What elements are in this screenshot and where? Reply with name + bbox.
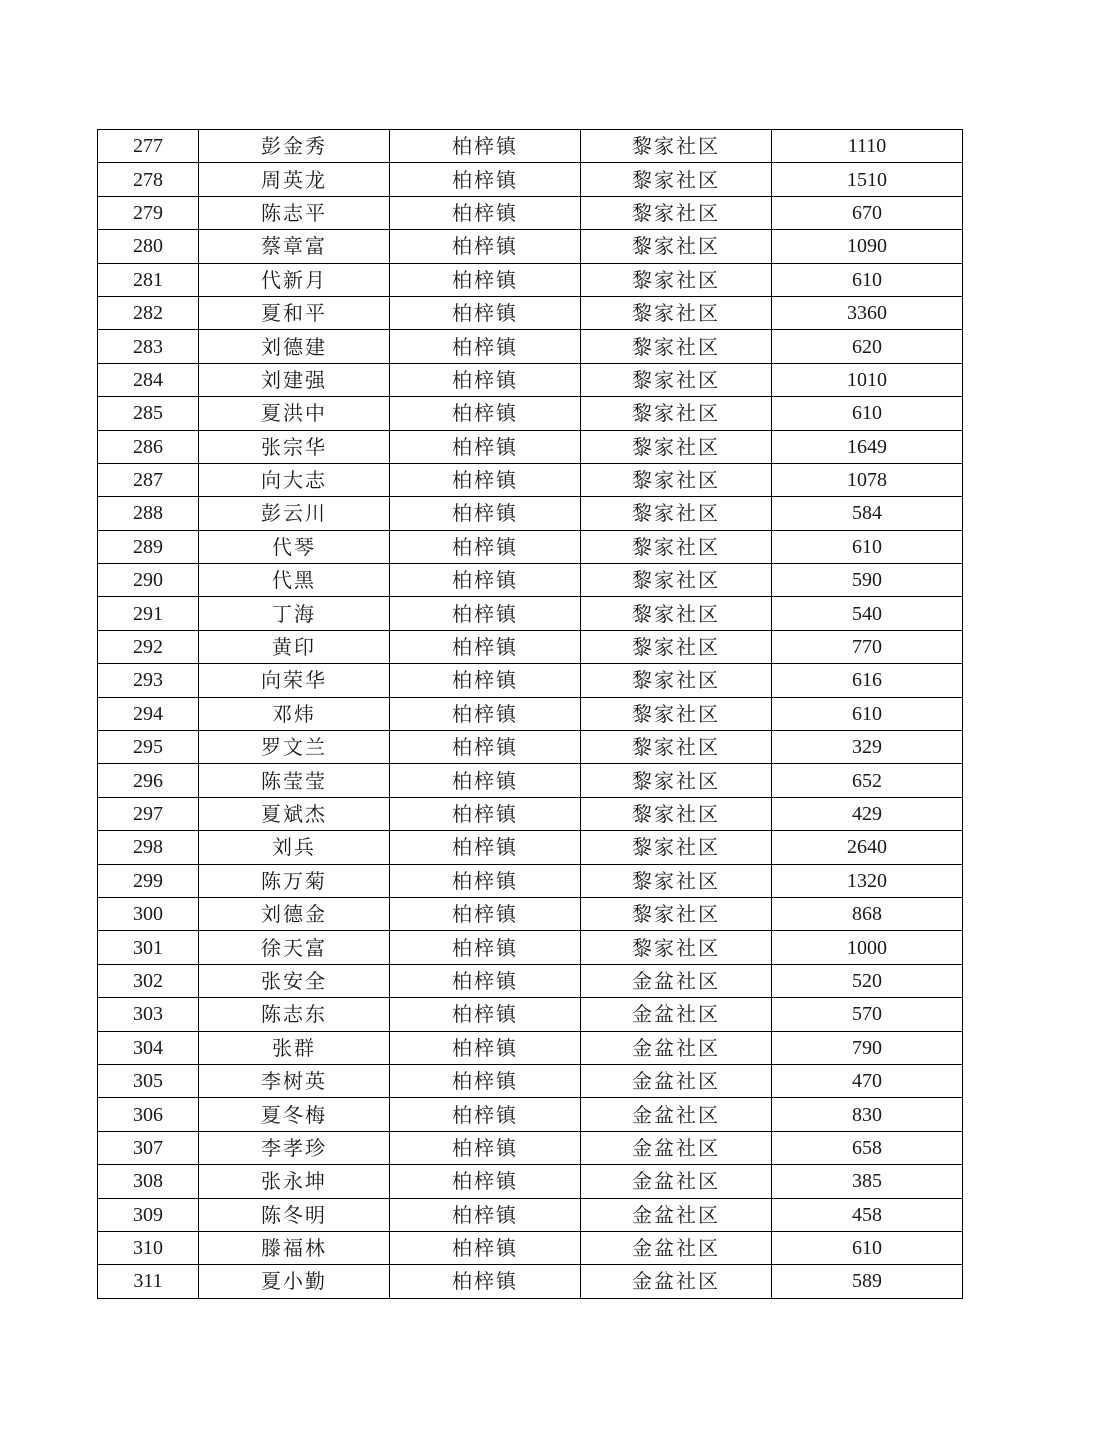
table-row: [98, 564, 963, 597]
data-table: [97, 129, 963, 1299]
cell-name: 徐天富: [199, 931, 390, 964]
cell-amount: 429: [772, 797, 963, 830]
cell-index: 292: [98, 630, 199, 663]
cell-town: 柏梓镇: [390, 196, 581, 229]
cell-community: 金盆社区: [581, 1064, 772, 1097]
cell-name: 刘德金: [199, 897, 390, 930]
table-row: [98, 797, 963, 830]
cell-name: 陈冬明: [199, 1198, 390, 1231]
cell-town: 柏梓镇: [390, 230, 581, 263]
cell-community: 黎家社区: [581, 597, 772, 630]
cell-amount: 610: [772, 530, 963, 563]
cell-name: 刘建强: [199, 363, 390, 396]
cell-amount: 570: [772, 998, 963, 1031]
cell-name: 丁海: [199, 597, 390, 630]
cell-index: 279: [98, 196, 199, 229]
cell-town: 柏梓镇: [390, 697, 581, 730]
cell-name: 夏斌杰: [199, 797, 390, 830]
table-body: [98, 130, 963, 1299]
cell-community: 黎家社区: [581, 463, 772, 496]
cell-town: 柏梓镇: [390, 530, 581, 563]
cell-name: 滕福林: [199, 1231, 390, 1264]
cell-index: 304: [98, 1031, 199, 1064]
cell-town: 柏梓镇: [390, 1265, 581, 1298]
cell-index: 287: [98, 463, 199, 496]
table-row: [98, 130, 963, 163]
cell-amount: 658: [772, 1131, 963, 1164]
cell-town: 柏梓镇: [390, 430, 581, 463]
cell-town: 柏梓镇: [390, 397, 581, 430]
cell-name: 张宗华: [199, 430, 390, 463]
cell-community: 黎家社区: [581, 630, 772, 663]
cell-community: 黎家社区: [581, 864, 772, 897]
cell-town: 柏梓镇: [390, 1031, 581, 1064]
cell-name: 刘兵: [199, 831, 390, 864]
table-row: [98, 397, 963, 430]
cell-town: 柏梓镇: [390, 664, 581, 697]
table-row: [98, 597, 963, 630]
table-row: [98, 263, 963, 296]
cell-index: 288: [98, 497, 199, 530]
cell-community: 黎家社区: [581, 931, 772, 964]
cell-community: 黎家社区: [581, 397, 772, 430]
cell-index: 300: [98, 897, 199, 930]
cell-community: 黎家社区: [581, 764, 772, 797]
cell-index: 296: [98, 764, 199, 797]
cell-index: 306: [98, 1098, 199, 1131]
cell-index: 290: [98, 564, 199, 597]
cell-amount: 540: [772, 597, 963, 630]
cell-index: 308: [98, 1165, 199, 1198]
cell-index: 282: [98, 296, 199, 329]
cell-amount: 1000: [772, 931, 963, 964]
table-row: [98, 1198, 963, 1231]
cell-index: 307: [98, 1131, 199, 1164]
cell-amount: 620: [772, 330, 963, 363]
cell-community: 金盆社区: [581, 1031, 772, 1064]
table-row: [98, 697, 963, 730]
cell-community: 黎家社区: [581, 230, 772, 263]
cell-amount: 329: [772, 731, 963, 764]
table-row: [98, 897, 963, 930]
cell-community: 黎家社区: [581, 430, 772, 463]
cell-community: 黎家社区: [581, 196, 772, 229]
cell-name: 张安全: [199, 964, 390, 997]
table-row: [98, 1031, 963, 1064]
cell-amount: 470: [772, 1064, 963, 1097]
cell-community: 金盆社区: [581, 998, 772, 1031]
cell-name: 蔡章富: [199, 230, 390, 263]
cell-town: 柏梓镇: [390, 630, 581, 663]
cell-amount: 610: [772, 1231, 963, 1264]
cell-index: 289: [98, 530, 199, 563]
cell-index: 285: [98, 397, 199, 430]
table-row: [98, 964, 963, 997]
cell-index: 311: [98, 1265, 199, 1298]
cell-name: 彭金秀: [199, 130, 390, 163]
cell-community: 金盆社区: [581, 1131, 772, 1164]
cell-town: 柏梓镇: [390, 130, 581, 163]
cell-name: 罗文兰: [199, 731, 390, 764]
cell-name: 彭云川: [199, 497, 390, 530]
cell-amount: 610: [772, 697, 963, 730]
cell-community: 金盆社区: [581, 1231, 772, 1264]
cell-index: 280: [98, 230, 199, 263]
cell-community: 金盆社区: [581, 1165, 772, 1198]
cell-amount: 790: [772, 1031, 963, 1064]
cell-name: 周英龙: [199, 163, 390, 196]
cell-town: 柏梓镇: [390, 497, 581, 530]
table-row: [98, 664, 963, 697]
cell-name: 陈志平: [199, 196, 390, 229]
cell-index: 309: [98, 1198, 199, 1231]
cell-community: 黎家社区: [581, 130, 772, 163]
cell-community: 黎家社区: [581, 831, 772, 864]
cell-amount: 868: [772, 897, 963, 930]
table-row: [98, 230, 963, 263]
cell-community: 黎家社区: [581, 797, 772, 830]
cell-index: 297: [98, 797, 199, 830]
cell-amount: 3360: [772, 296, 963, 329]
cell-town: 柏梓镇: [390, 1165, 581, 1198]
cell-community: 黎家社区: [581, 664, 772, 697]
table-row: [98, 1265, 963, 1298]
table-row: [98, 931, 963, 964]
cell-community: 黎家社区: [581, 564, 772, 597]
cell-community: 黎家社区: [581, 163, 772, 196]
cell-town: 柏梓镇: [390, 330, 581, 363]
cell-town: 柏梓镇: [390, 831, 581, 864]
cell-name: 黄印: [199, 630, 390, 663]
cell-community: 金盆社区: [581, 1098, 772, 1131]
cell-index: 286: [98, 430, 199, 463]
cell-name: 李孝珍: [199, 1131, 390, 1164]
table-row: [98, 163, 963, 196]
cell-town: 柏梓镇: [390, 1231, 581, 1264]
cell-index: 303: [98, 998, 199, 1031]
cell-index: 284: [98, 363, 199, 396]
cell-town: 柏梓镇: [390, 764, 581, 797]
cell-town: 柏梓镇: [390, 1064, 581, 1097]
cell-name: 代新月: [199, 263, 390, 296]
cell-name: 夏冬梅: [199, 1098, 390, 1131]
cell-amount: 589: [772, 1265, 963, 1298]
table-row: [98, 764, 963, 797]
cell-amount: 652: [772, 764, 963, 797]
table-row: [98, 1064, 963, 1097]
cell-community: 金盆社区: [581, 1198, 772, 1231]
cell-name: 代黑: [199, 564, 390, 597]
table-row: [98, 1131, 963, 1164]
cell-name: 夏和平: [199, 296, 390, 329]
table-row: [98, 1231, 963, 1264]
cell-town: 柏梓镇: [390, 998, 581, 1031]
cell-index: 277: [98, 130, 199, 163]
cell-amount: 458: [772, 1198, 963, 1231]
cell-community: 黎家社区: [581, 497, 772, 530]
table-row: [98, 196, 963, 229]
cell-community: 金盆社区: [581, 964, 772, 997]
cell-name: 向大志: [199, 463, 390, 496]
cell-town: 柏梓镇: [390, 864, 581, 897]
cell-name: 张群: [199, 1031, 390, 1064]
cell-index: 299: [98, 864, 199, 897]
cell-amount: 520: [772, 964, 963, 997]
cell-community: 黎家社区: [581, 363, 772, 396]
cell-town: 柏梓镇: [390, 296, 581, 329]
table-row: [98, 296, 963, 329]
cell-name: 李树英: [199, 1064, 390, 1097]
table-row: [98, 731, 963, 764]
table-row: [98, 530, 963, 563]
table-row: [98, 831, 963, 864]
cell-community: 黎家社区: [581, 731, 772, 764]
cell-amount: 590: [772, 564, 963, 597]
cell-amount: 584: [772, 497, 963, 530]
cell-name: 张永坤: [199, 1165, 390, 1198]
cell-index: 305: [98, 1064, 199, 1097]
cell-town: 柏梓镇: [390, 1098, 581, 1131]
table-row: [98, 630, 963, 663]
cell-name: 刘德建: [199, 330, 390, 363]
cell-community: 黎家社区: [581, 296, 772, 329]
cell-index: 293: [98, 664, 199, 697]
cell-community: 黎家社区: [581, 530, 772, 563]
cell-community: 黎家社区: [581, 330, 772, 363]
cell-community: 黎家社区: [581, 263, 772, 296]
cell-index: 291: [98, 597, 199, 630]
cell-name: 代琴: [199, 530, 390, 563]
cell-index: 281: [98, 263, 199, 296]
cell-amount: 670: [772, 196, 963, 229]
cell-town: 柏梓镇: [390, 363, 581, 396]
cell-index: 298: [98, 831, 199, 864]
cell-town: 柏梓镇: [390, 597, 581, 630]
cell-index: 301: [98, 931, 199, 964]
table-row: [98, 497, 963, 530]
table-row: [98, 1165, 963, 1198]
cell-town: 柏梓镇: [390, 564, 581, 597]
cell-name: 向荣华: [199, 664, 390, 697]
cell-name: 邓炜: [199, 697, 390, 730]
table-row: [98, 463, 963, 496]
cell-index: 278: [98, 163, 199, 196]
cell-town: 柏梓镇: [390, 1131, 581, 1164]
cell-community: 黎家社区: [581, 697, 772, 730]
cell-name: 夏洪中: [199, 397, 390, 430]
cell-town: 柏梓镇: [390, 931, 581, 964]
cell-index: 302: [98, 964, 199, 997]
cell-amount: 1078: [772, 463, 963, 496]
cell-index: 283: [98, 330, 199, 363]
cell-index: 295: [98, 731, 199, 764]
cell-town: 柏梓镇: [390, 163, 581, 196]
table-row: [98, 998, 963, 1031]
cell-name: 陈万菊: [199, 864, 390, 897]
cell-amount: 610: [772, 397, 963, 430]
cell-amount: 1320: [772, 864, 963, 897]
cell-name: 夏小勤: [199, 1265, 390, 1298]
cell-town: 柏梓镇: [390, 1198, 581, 1231]
cell-amount: 616: [772, 664, 963, 697]
table-row: [98, 864, 963, 897]
cell-town: 柏梓镇: [390, 463, 581, 496]
cell-amount: 770: [772, 630, 963, 663]
cell-amount: 1110: [772, 130, 963, 163]
cell-amount: 2640: [772, 831, 963, 864]
cell-index: 310: [98, 1231, 199, 1264]
cell-amount: 1090: [772, 230, 963, 263]
cell-town: 柏梓镇: [390, 964, 581, 997]
table-row: [98, 1098, 963, 1131]
cell-amount: 830: [772, 1098, 963, 1131]
cell-amount: 1010: [772, 363, 963, 396]
cell-amount: 1649: [772, 430, 963, 463]
cell-town: 柏梓镇: [390, 731, 581, 764]
cell-amount: 1510: [772, 163, 963, 196]
cell-town: 柏梓镇: [390, 897, 581, 930]
table-row: [98, 363, 963, 396]
cell-town: 柏梓镇: [390, 263, 581, 296]
table-row: [98, 330, 963, 363]
cell-community: 金盆社区: [581, 1265, 772, 1298]
cell-community: 黎家社区: [581, 897, 772, 930]
table-row: [98, 430, 963, 463]
cell-name: 陈莹莹: [199, 764, 390, 797]
cell-amount: 385: [772, 1165, 963, 1198]
cell-index: 294: [98, 697, 199, 730]
cell-town: 柏梓镇: [390, 797, 581, 830]
cell-amount: 610: [772, 263, 963, 296]
cell-name: 陈志东: [199, 998, 390, 1031]
